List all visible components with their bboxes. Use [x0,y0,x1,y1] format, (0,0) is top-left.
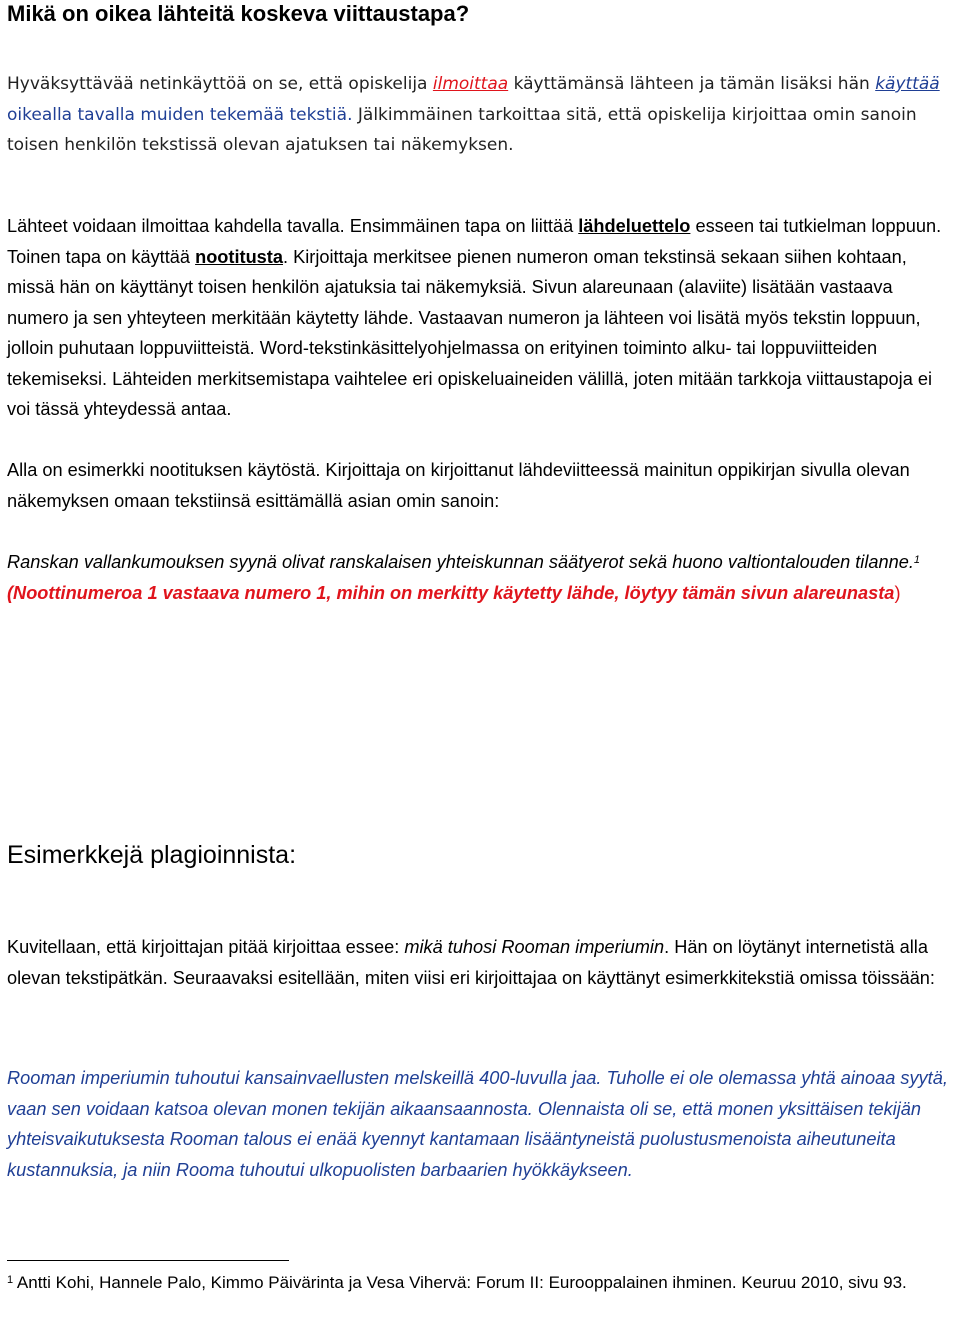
page-title: Mikä on oikea lähteitä koskeva viittaustapa? [7,1,470,26]
footnote-number: 1 [7,1274,14,1286]
intro-paragraph [7,69,955,161]
section-title-plagiarism: Esimerkkejä plagioinnista: [7,841,297,869]
example-quote: Rooman imperiumin tuhoutui kansainvaellusten melskeillä 400-luvulla jaa. Tuholle ei ole olemassa yhtä ainoaa syytä, vaan sen voidaan katsoa olevan monen tekijän aikaansaannosta. Olennaista oli se, että monen yksittäisen tekijän yhteisvaikutuksesta Rooman talous ei enää kyennyt kantamaan lisääntyneistä puolustusmenoista aiheutuneita kustannuksia, ja niin Rooma tuhoutui ulkopuolisten barbaarien hyökkäykseen. [7,1068,948,1180]
intro-text-3: käyttämänsä lähteen ja tämän lisäksi hän [508,74,876,94]
note-number: 1 [913,554,921,566]
essay-topic: mikä tuhosi Rooman imperiumin [404,937,665,957]
note-close: ) [894,582,901,603]
emphasis-kayttaa: käyttää [875,74,940,94]
sources-paragraph [7,211,955,425]
intro-text-6: Jälkimmäinen tarkoittaa sitä, että opiskelija kirjoittaa omin sanoin toisen henkilön tekstissä olevan ajatuksen tai näkemyksen. [7,104,917,155]
footnote [7,1270,955,1295]
footnote-separator [7,1260,289,1261]
emphasis-ilmoittaa: ilmoittaa [432,74,509,94]
plagiarism-intro-text-3: . Hän on löytänyt internetistä alla olevan tekstipätkän. Seuraavaksi esitellään, miten viisi eri kirjoittajaa on käyttänyt esimerkkitekstiä omissa töissään: [7,937,935,988]
sources-text-1: Lähteet voidaan ilmoittaa kahdella tavalla. Ensimmäinen tapa on liittää [7,216,579,236]
note-comment: (Noottinumeroa 1 vastaava numero 1, mihin on merkitty käytetty lähde, löytyy tämän sivun alareunasta [7,582,895,603]
plagiarism-intro-paragraph [7,932,955,993]
term-lahdeluettelo: lähdeluettelo [578,216,691,236]
intro-text-1: Hyväksyttävää netinkäyttöä on se, että opiskelija [7,74,433,94]
example-text: Ranskan vallankumouksen syynä olivat ranskalaisen yhteiskunnan säätyerot sekä huono valtiontalouden tilanne. [7,552,914,572]
sources-text-3: esseen tai tutkielman loppuun. Toinen tapa on käyttää [7,216,942,267]
term-nootitusta: nootitusta [195,246,283,267]
plagiarism-intro-text-1: Kuvitellaan, että kirjoittajan pitää kirjoittaa essee: [7,937,405,957]
sources-text-5: . Kirjoittaja merkitsee pienen numeron oman tekstinsä sekaan siihen kohtaan, missä hän on käyttänyt toisen henkilön ajatuksia tai näkemyksiä. Sivun alareunaan (alaviite) lisätään vastaava numero ja sen yhteyteen merkitään käytetty lähde. Vastaavan numeron ja lähteen voi lisätä myös tekstin loppuun, jolloin puhutaan loppuviitteistä. Word-tekstinkäsittelyohjelmassa on erityinen toiminto alku- tai loppuviitteiden tekemiseksi. Lähteiden merkitsemistapa vaihtelee eri opiskeluaineiden välillä, joten mitään tarkkoja viittaustapoja ei voi tässä yhteydessä antaa. [7,246,933,419]
example-sentence [7,547,955,608]
intro-text-5: oikealla tavalla muiden tekemää tekstiä. [7,104,353,125]
footnote-text: Antti Kohi, Hannele Palo, Kimmo Päivärinta ja Vesa Vihervä: Forum II: Eurooppalainen ihminen. Keuruu 2010, sivu 93. [13,1273,907,1292]
example-intro-paragraph: Alla on esimerkki nootituksen käytöstä. Kirjoittaja on kirjoittanut lähdeviitteessä mainitun oppikirjan sivulla olevan näkemyksen omaan tekstiinsä esittämällä asian omin sanoin: [7,460,910,511]
